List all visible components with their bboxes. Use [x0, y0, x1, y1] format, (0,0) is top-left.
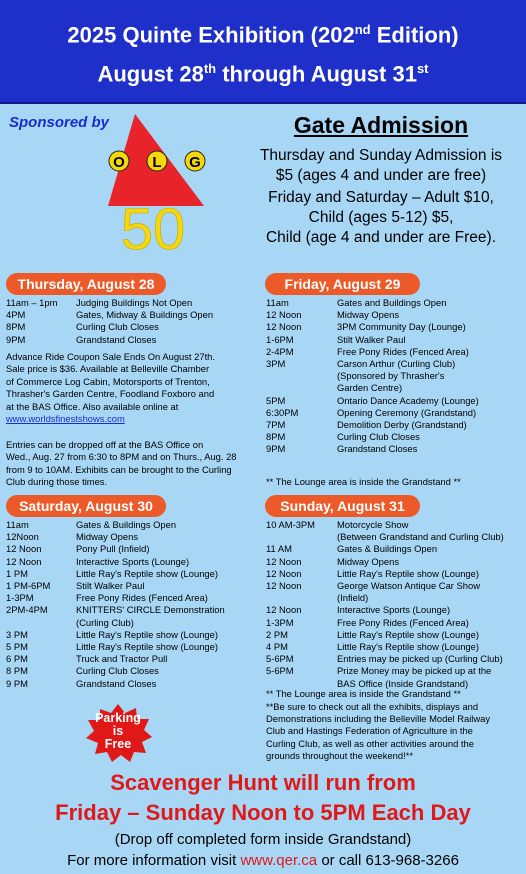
saturday-event-row	[6, 580, 256, 592]
event-time: 7PM	[266, 419, 286, 431]
sunday-event-row	[266, 604, 524, 616]
saturday-event-row	[6, 556, 256, 568]
gate-line-4: Child (ages 5-12) $5,	[308, 209, 454, 226]
friday-event-row	[266, 309, 521, 321]
event-name: Interactive Sports (Lounge)	[76, 555, 190, 567]
saturday-heading: Saturday, August 30	[6, 495, 166, 517]
saturday-event-row	[6, 665, 256, 677]
logo-letter-g: G	[189, 154, 201, 171]
event-time: 12 Noon	[266, 580, 302, 592]
event-name: Little Ray's Reptile show (Lounge)	[337, 628, 479, 640]
friday-heading: Friday, August 29	[265, 273, 420, 295]
event-name: Midway Opens	[337, 555, 400, 567]
saturday-event-row	[6, 629, 256, 641]
friday-lounge-note: ** The Lounge area is inside the Grandstand **	[266, 476, 461, 487]
event-time: 11 AM	[266, 543, 292, 555]
event-name: KNITTERS' CIRCLE Demonstration	[76, 604, 225, 616]
event-name: Little Ray's Reptile show (Lounge)	[76, 641, 218, 653]
event-time: 5-6PM	[266, 653, 294, 665]
event-time: 8PM	[6, 321, 26, 333]
event-name: Gates & Buildings Open	[337, 543, 438, 555]
friday-event-row	[266, 431, 521, 443]
event-time: 11am	[266, 297, 289, 308]
event-name: Midway Opens	[76, 531, 139, 543]
event-time: 3PM	[266, 358, 286, 370]
event-name: Free Pony Rides (Fenced Area)	[337, 616, 469, 628]
friday-event-row	[266, 346, 521, 358]
event-name: Gates & Buildings Open	[76, 519, 177, 530]
saturday-event-row	[6, 543, 256, 555]
friday-event-row	[266, 443, 521, 455]
saturday-event-row	[6, 678, 256, 690]
event-name: 3PM Community Day (Lounge)	[337, 321, 466, 333]
saturday-event-row	[6, 568, 256, 580]
friday-event-row	[266, 321, 521, 333]
saturday-event-row	[6, 653, 256, 665]
logo-letter-l: L	[152, 154, 162, 171]
event-name: BAS Office (Inside Grandstand)	[337, 677, 469, 689]
friday-event-row	[266, 370, 521, 382]
sunday-schedule	[266, 519, 524, 690]
saturday-event-row	[6, 519, 256, 531]
event-name: Curling Club Closes	[337, 431, 420, 443]
entries-note: Entries can be dropped off at the BAS Office on Wed., Aug. 27 from 6:30 to 8PM and on Thurs., Aug. 28 from 9 to 10AM. Exhibits can be brought to the Curling Club during those times.	[6, 439, 237, 488]
event-name: Little Ray's Reptile show (Lounge)	[76, 567, 218, 579]
friday-event-row	[266, 358, 521, 370]
event-name: Free Pony Rides (Fenced Area)	[337, 345, 469, 357]
event-time: 11am – 1pm	[6, 297, 58, 308]
sponsor-label: Sponsored by	[9, 114, 110, 131]
event-name: (Between Grandstand and Curling Club)	[337, 531, 504, 543]
sunday-heading: Sunday, August 31	[265, 495, 420, 517]
friday-event-row	[266, 407, 521, 419]
event-name: Gates and Buildings Open	[337, 297, 447, 308]
event-name: Stilt Walker Paul	[337, 333, 406, 345]
scavenger-hunt-line-2: Friday – Sunday Noon to 5PM Each Day	[55, 800, 471, 825]
event-time: 9PM	[6, 333, 26, 345]
event-name: Gates, Midway & Buildings Open	[76, 309, 214, 321]
gate-line-5: Child (age 4 and under are Free).	[265, 229, 497, 246]
event-time: 4 PM	[266, 641, 288, 653]
sunday-event-row	[266, 629, 524, 641]
gate-line-1: Thursday and Sunday Admission is	[259, 147, 503, 164]
ride-coupon-note: Advance Ride Coupon Sale Ends On August 27th. Sale price is $36. Available at Belleville Chamber of Commerce Log Cabin, Motorsports of Trenton, Thrasher's Garden Centre, Foodland Foxboro and at the BAS Office. Also available online at www.worldsfinestshows.com	[6, 351, 215, 425]
event-name: Grandstand Closes	[337, 443, 418, 455]
friday-event-row	[266, 419, 521, 431]
event-time: 12 Noon	[266, 555, 302, 567]
event-name: Carson Arthur (Curling Club)	[337, 358, 456, 370]
event-name: Curling Club Closes	[76, 321, 159, 333]
event-name: George Watson Antique Car Show	[337, 580, 480, 592]
event-name: Grandstand Closes	[76, 677, 157, 689]
dropoff-note: (Drop off completed form inside Grandstand)	[114, 831, 412, 848]
event-time: 9PM	[266, 443, 286, 455]
header-banner	[0, 0, 526, 104]
event-name: (Curling Club)	[76, 616, 134, 628]
parking-badge-text: Parking is Free	[95, 711, 141, 751]
event-time: 1-3PM	[6, 592, 34, 604]
event-name: Entries may be picked up (Curling Club)	[337, 653, 503, 665]
sunday-event-row	[266, 531, 524, 543]
friday-event-row	[266, 297, 521, 309]
header-title: 2025 Quinte Exhibition (202nd Edition)	[67, 22, 459, 48]
event-time	[266, 531, 337, 543]
event-time: 1 PM	[6, 567, 28, 579]
event-name: Judging Buildings Not Open	[76, 297, 193, 308]
event-time: 12 Noon	[6, 555, 42, 567]
event-time: 11am	[6, 519, 29, 530]
saturday-event-row	[6, 531, 256, 543]
event-time: 12 Noon	[266, 604, 302, 616]
logo-number: 50	[120, 197, 186, 254]
sunday-event-row	[266, 519, 524, 531]
sunday-event-row	[266, 580, 524, 592]
event-time: 12 Noon	[6, 543, 42, 555]
sunday-exhibits-note: **Be sure to check out all the exhibits, displays and Demonstrations including the Belleville Model Railway Club and Hastings Federation of Agriculture in the Curling Club, as well as other activities around the grounds throughout the weekend!**	[266, 701, 491, 761]
event-time: 12 Noon	[266, 567, 302, 579]
logo-letter-o: O	[113, 154, 125, 171]
info-line: For more information visit www.qer.ca or call 613-968-3266	[67, 852, 459, 869]
event-name: (Sponsored by Thrasher's	[337, 370, 445, 382]
gate-line-3: Friday and Saturday – Adult $10,	[268, 189, 494, 206]
sunday-event-row	[266, 641, 524, 653]
event-time: 2-4PM	[266, 345, 294, 357]
event-name: (Infield)	[337, 592, 369, 604]
event-time: 5PM	[266, 394, 286, 406]
thursday-event-row	[6, 297, 251, 309]
gate-admission-title: Gate Admission	[293, 112, 469, 138]
gate-line-2: $5 (ages 4 and under are free)	[275, 167, 487, 184]
event-name: Curling Club Closes	[76, 665, 159, 677]
event-time	[266, 592, 337, 604]
header-dates: August 28th through August 31st	[97, 61, 429, 87]
event-time: 8 PM	[6, 665, 28, 677]
event-name: Free Pony Rides (Fenced Area)	[76, 592, 208, 604]
saturday-event-row	[6, 592, 256, 604]
event-time: 3 PM	[6, 628, 28, 640]
saturday-event-row	[6, 641, 256, 653]
event-time: 1-3PM	[266, 616, 294, 628]
sunday-event-row	[266, 543, 524, 555]
event-time: 10 AM-3PM	[266, 519, 315, 530]
thursday-event-row	[6, 309, 251, 321]
event-name: Stilt Walker Paul	[76, 580, 145, 592]
event-time: 6 PM	[6, 653, 28, 665]
event-time	[266, 370, 337, 382]
worldsfinestshows-link[interactable]: www.worldsfinestshows.com	[6, 413, 125, 425]
event-name: Midway Opens	[337, 309, 400, 321]
sunday-lounge-note: ** The Lounge area is inside the Grandstand **	[266, 688, 461, 699]
event-name: Grandstand Closes	[76, 333, 157, 345]
event-time: 1-6PM	[266, 333, 294, 345]
event-name: Interactive Sports (Lounge)	[337, 604, 451, 616]
qer-website-link[interactable]: www.qer.ca	[240, 852, 318, 869]
event-name: Opening Ceremony (Grandstand)	[337, 406, 477, 418]
event-time: 6:30PM	[266, 406, 299, 418]
thursday-schedule	[6, 297, 251, 346]
event-name: Demolition Derby (Grandstand)	[337, 419, 467, 431]
event-time	[266, 382, 337, 394]
sunday-event-row	[266, 556, 524, 568]
olg-50-logo	[108, 114, 208, 254]
event-time: 12Noon	[6, 531, 39, 543]
friday-event-row	[266, 334, 521, 346]
thursday-heading: Thursday, August 28	[6, 273, 166, 295]
event-name: Little Ray's Reptile show (Lounge)	[337, 641, 479, 653]
event-time: 8PM	[266, 431, 286, 443]
event-time: 4PM	[6, 309, 26, 321]
event-name: Truck and Tractor Pull	[76, 653, 168, 665]
sunday-event-row	[266, 617, 524, 629]
event-time: 2 PM	[266, 628, 288, 640]
friday-event-row	[266, 395, 521, 407]
event-name: Little Ray's Reptile show (Lounge)	[76, 628, 218, 640]
thursday-event-row	[6, 334, 251, 346]
sunday-event-row	[266, 568, 524, 580]
event-name: Ontario Dance Academy (Lounge)	[337, 394, 479, 406]
event-name: Prize Money may be picked up at the	[337, 665, 492, 677]
event-time	[6, 617, 76, 629]
sunday-event-row	[266, 653, 524, 665]
event-name: Motorcycle Show	[337, 519, 409, 530]
event-name: Little Ray's Reptile show (Lounge)	[337, 567, 479, 579]
event-time: 12 Noon	[266, 309, 302, 321]
event-name: Pony Pull (Infield)	[76, 543, 150, 555]
event-time: 12 Noon	[266, 321, 302, 333]
friday-schedule	[266, 297, 521, 456]
thursday-event-row	[6, 321, 251, 333]
saturday-schedule	[6, 519, 256, 690]
sunday-event-row	[266, 592, 524, 604]
event-time: 2PM-4PM	[6, 604, 48, 616]
event-time: 1 PM-6PM	[6, 580, 51, 592]
saturday-event-row	[6, 604, 256, 616]
phone-number: 613-968-3266	[365, 852, 459, 869]
event-time: 5 PM	[6, 641, 28, 653]
event-time: 5-6PM	[266, 665, 294, 677]
friday-event-row	[266, 382, 521, 394]
saturday-event-row	[6, 617, 256, 629]
scavenger-hunt-line-1: Scavenger Hunt will run from	[110, 770, 416, 795]
event-time: 9 PM	[6, 677, 28, 689]
event-name: Garden Centre)	[337, 382, 403, 394]
sunday-event-row	[266, 665, 524, 677]
